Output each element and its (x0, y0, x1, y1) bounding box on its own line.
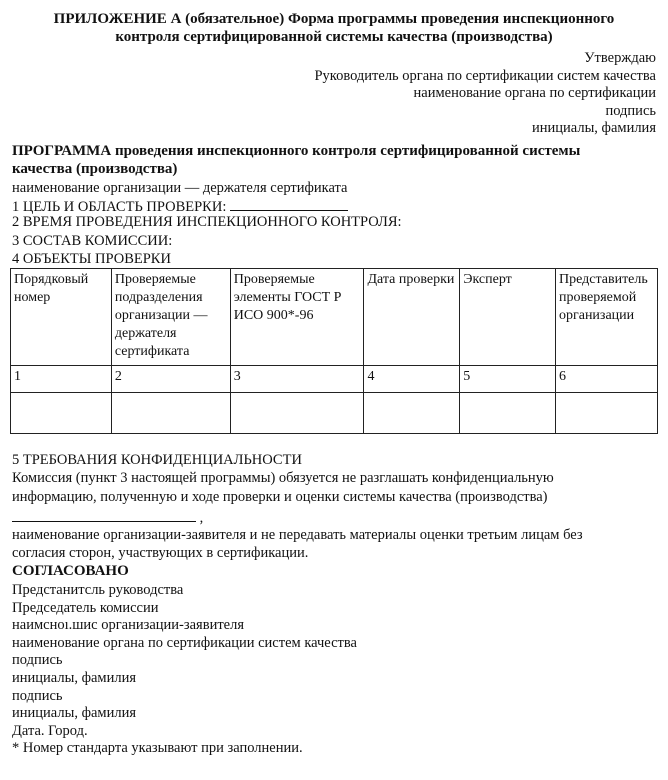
number-cell: 3 (230, 366, 364, 393)
objects-table (10, 268, 658, 434)
program-title-line2: качества (производства) (12, 161, 178, 177)
number-cell: 5 (460, 366, 556, 393)
empty-cell[interactable] (230, 393, 364, 434)
header-cell: Проверяемые подразделения организации — держателя сертификата (111, 269, 230, 366)
program-title (12, 142, 658, 178)
section-5: 5 ТРЕБОВАНИЯ КОНФИДЕНЦИАЛЬНОСТИ (12, 452, 302, 468)
sign-line: Председатель комиссии (12, 599, 159, 616)
sign-line: подпись (12, 652, 63, 669)
header-cell: Представитель проверяемой организации (555, 269, 657, 366)
sign-line: подпись (12, 687, 63, 704)
appendix-title-line2: контроля сертифицированной системы качества (производства) (115, 29, 553, 45)
sign-line: наимсноı.шис организации-заявителя (12, 617, 245, 634)
sign-line: инициалы, фамилия (12, 669, 137, 686)
sign-line: наименование органа по сертификации систем качества (12, 634, 357, 651)
number-cell: 6 (555, 366, 657, 393)
approve-body-name: наименование органа по сертификации (413, 85, 656, 102)
header-cell: Дата проверки (364, 269, 460, 366)
agreed-heading: СОГЛАСОВАНО (12, 563, 129, 579)
applicant-field[interactable] (12, 508, 196, 522)
section-1-field[interactable] (230, 197, 348, 211)
approve-initials: инициалы, фамилия (531, 120, 656, 137)
section-1-label: 1 ЦЕЛЬ И ОБЛАСТЬ ПРОВЕРКИ: (12, 199, 227, 215)
footnote: * Номер стандарта указывают при заполнении. (12, 740, 303, 757)
sign-line: Предстанитсль руководства (12, 582, 184, 598)
header-cell: Проверяемые элементы ГОСТ Р ИСО 900*-96 (230, 269, 364, 366)
program-title-bold: ПРОГРАММА (12, 143, 112, 159)
table-header-row (11, 269, 658, 366)
confidentiality-line4: согласия сторон, участвующих в сертификации. (12, 545, 309, 561)
section-4: 4 ОБЪЕКТЫ ПРОВЕРКИ (12, 251, 171, 267)
empty-cell[interactable] (111, 393, 230, 434)
applicant-field-row (12, 508, 658, 528)
number-cell: 1 (11, 366, 112, 393)
sign-line: Дата. Город. (12, 722, 88, 739)
sign-line: инициалы, фамилия (12, 705, 137, 722)
section-3: 3 СОСТАВ КОМИССИИ: (12, 233, 173, 249)
approve-heading: Утверждаю (584, 50, 656, 66)
applicant-comma: , (196, 510, 204, 526)
holder-label: наименование организации — держателя сертификата (12, 180, 348, 196)
number-cell: 4 (364, 366, 460, 393)
approve-head-of-body: Руководитель органа по сертификации систем качества (314, 67, 656, 84)
header-cell: Эксперт (460, 269, 556, 366)
empty-cell[interactable] (11, 393, 112, 434)
table-row (11, 393, 658, 434)
number-cell: 2 (111, 366, 230, 393)
signature-block (12, 582, 658, 758)
confidentiality-line3: наименование организации-заявителя и не передавать материалы оценки третьим лицам без (12, 527, 583, 543)
approval-block (314, 50, 656, 138)
header-cell: Порядковый номер (11, 269, 112, 366)
empty-cell[interactable] (555, 393, 657, 434)
table-number-row (11, 366, 658, 393)
empty-cell[interactable] (364, 393, 460, 434)
empty-cell[interactable] (460, 393, 556, 434)
appendix-title (0, 10, 668, 46)
appendix-title-line1: ПРИЛОЖЕНИЕ А (обязательное) Форма программы проведения инспекционного (53, 11, 615, 27)
section-2: 2 ВРЕМЯ ПРОВЕДЕНИЯ ИНСПЕКЦИОННОГО КОНТРОЛЯ: (12, 214, 402, 230)
confidentiality-line2: информацию, полученную и ходе проверки и оценки системы качества (производства) (12, 489, 548, 505)
confidentiality-line1: Комиссия (пункт 3 настоящей программы) обязуется не разглашать конфиденциальную (12, 470, 554, 486)
program-title-rest: проведения инспекционного контроля сертифицированной системы (111, 143, 581, 159)
approve-signature: подпись (605, 102, 656, 119)
